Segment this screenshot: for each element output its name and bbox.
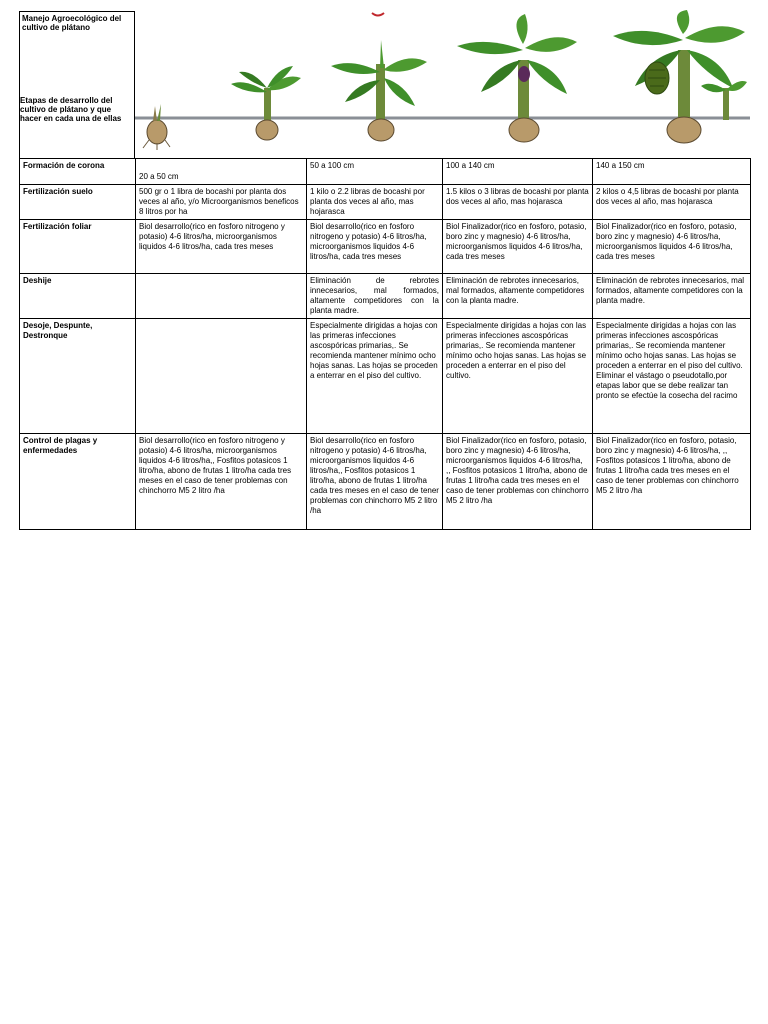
table-cell: Biol Finalizador(rico en fosforo, potasio, boro zinc y magnesio) 4-6 litros/ha, microorganismos liquidos 4-6 litros/ha, cada tres meses [443, 220, 593, 274]
banana-plant-medium-icon [331, 40, 427, 141]
stages-table [19, 158, 751, 530]
table-cell: Biol desarrollo(rico en fosforo nitrogeno y potasio) 4-6 litros/ha, microorganismos liquidos 4-6 litros/ha, cada tres meses [307, 220, 443, 274]
table-cell: 2 kilos o 4,5 libras de bocashi por planta dos veces al año, mas hojarasca [593, 185, 751, 220]
table-cell: Especialmente dirigidas a hojas con las primeras infecciones ascospóricas primarias,. Se recomienda mantener mínimo ocho hojas sanas. Las hojas se proceden a enterrar en el piso del cultivo. [443, 319, 593, 434]
table-cell: Biol desarrollo(rico en fosforo nitrogeno y potasio) 4-6 litros/ha, microorganismos liquidos 4-6 litros/ha,, Fosfitos potasicos 1 litro/ha, abono de frutas 1 litro/ha cada tres meses en el caso de tener problemas con chinchorro M5 2 litro /ha [307, 434, 443, 530]
banana-plant-small-icon [231, 66, 301, 140]
row-label-fertilizacion-foliar: Fertilización foliar [20, 220, 136, 274]
table-header-row [20, 159, 751, 185]
table-cell: Biol Finalizador(rico en fosforo, potasio, boro zinc y magnesio) 4-6 litros/ha, microorganismos liquidos 4-6 litros/ha, ,, Fosfitos potasicos 1 litro/ha, abono de frutas 1 litro/ha cada tres meses en el caso de tener problemas con chinchorro M5 2 litro /ha [443, 434, 593, 530]
table-cell: Especialmente dirigidas a hojas con las primeras infecciones ascospóricas primarias,. Se recomienda mantener mínimo ocho hojas sanas. Las hojas se proceden a enterrar en el piso del cultivo. [307, 319, 443, 434]
table-cell: Eliminación de rebrotes innecesarios, mal formados, altamente competidores con la planta madre. [307, 274, 443, 319]
table-cell: 1 kilo o 2.2 libras de bocashi por planta dos veces al año, mas hojarasca [307, 185, 443, 220]
stage-1-label: 20 a 50 cm [139, 172, 179, 181]
row-label-control-plagas: Control de plagas y enfermedades [20, 434, 136, 530]
document-title: Manejo Agroecológico del cultivo de plátano [22, 14, 122, 32]
header-stage-3: 100 a 140 cm [443, 159, 593, 185]
banana-plant-fruiting-icon [613, 10, 747, 143]
document-subtitle: Etapas de desarrollo del cultivo de plátano y que hacer en cada una de ellas [20, 96, 122, 123]
row-label-fertilizacion-suelo: Fertilización suelo [20, 185, 136, 220]
table-cell: 500 gr o 1 libra de bocashi por planta dos veces al año, y/o Microorganismos beneficos 8 litros por ha [136, 185, 307, 220]
table-row [20, 434, 751, 530]
row-label-deshije: Deshije [20, 274, 136, 319]
header-formacion-corona: Formación de corona [20, 159, 136, 185]
header-stage-2: 50 a 100 cm [307, 159, 443, 185]
banana-plant-flowering-icon [457, 14, 577, 142]
table-cell: Especialmente dirigidas a hojas con las primeras infecciones ascospóricas primarias,. Se recomienda mantener mínimo ocho hojas sanas. Las hojas se proceden a enterrar en el piso del cultivo. Eliminar el vástago o pseudotallo,por etapas labor que se debe realizar tan pronto se efectúe la cosecha del racimo [593, 319, 751, 434]
table-cell: 1.5 kilos o 3 libras de bocashi por planta dos veces al año, mas hojarasca [443, 185, 593, 220]
table-cell [136, 319, 307, 434]
table-row [20, 274, 751, 319]
table-row [20, 319, 751, 434]
header-stage-1 [136, 159, 307, 185]
table-cell: Biol desarrollo(rico en fosforo nitrogeno y potasio) 4-6 litros/ha, microorganismos liquidos 4-6 litros/ha, cada tres meses [136, 220, 307, 274]
table-cell: Eliminación de rebrotes innecesarios, mal formados, altamente competidores con la planta madre. [593, 274, 751, 319]
banana-growth-illustration [135, 10, 750, 160]
table-row [20, 220, 751, 274]
banana-plant-corm-icon [143, 104, 170, 150]
table-cell: Biol desarrollo(rico en fosforo nitrogeno y potasio) 4-6 litros/ha, microorganismos liquidos 4-6 litros/ha,, Fosfitos potasicos 1 litro/ha, abono de frutas 1 litro/ha cada tres meses en el caso de tener problemas con chinchorro M5 2 litro /ha [136, 434, 307, 530]
document-header-box [19, 11, 135, 159]
table-row [20, 185, 751, 220]
table-cell: Eliminación de rebrotes innecesarios, mal formados, altamente competidores con la planta madre. [443, 274, 593, 319]
table-cell: Biol Finalizador(rico en fosforo, potasio, boro zinc y magnesio) 4-6 litros/ha, microorganismos liquidos 4-6 litros/ha, cada tres meses [593, 220, 751, 274]
table-cell: Biol Finalizador(rico en fosforo, potasio, boro zinc y magnesio) 4-6 litros/ha, ,, Fosfitos potasicos 1 litro/ha, abono de frutas 1 litro/ha cada tres meses en el caso de tener problemas con chinchorro M5 2 litro /ha [593, 434, 751, 530]
header-stage-4: 140 a 150 cm [593, 159, 751, 185]
row-label-desoje-despunte-destronque: Desoje, Despunte, Destronque [20, 319, 136, 434]
table-cell [136, 274, 307, 319]
